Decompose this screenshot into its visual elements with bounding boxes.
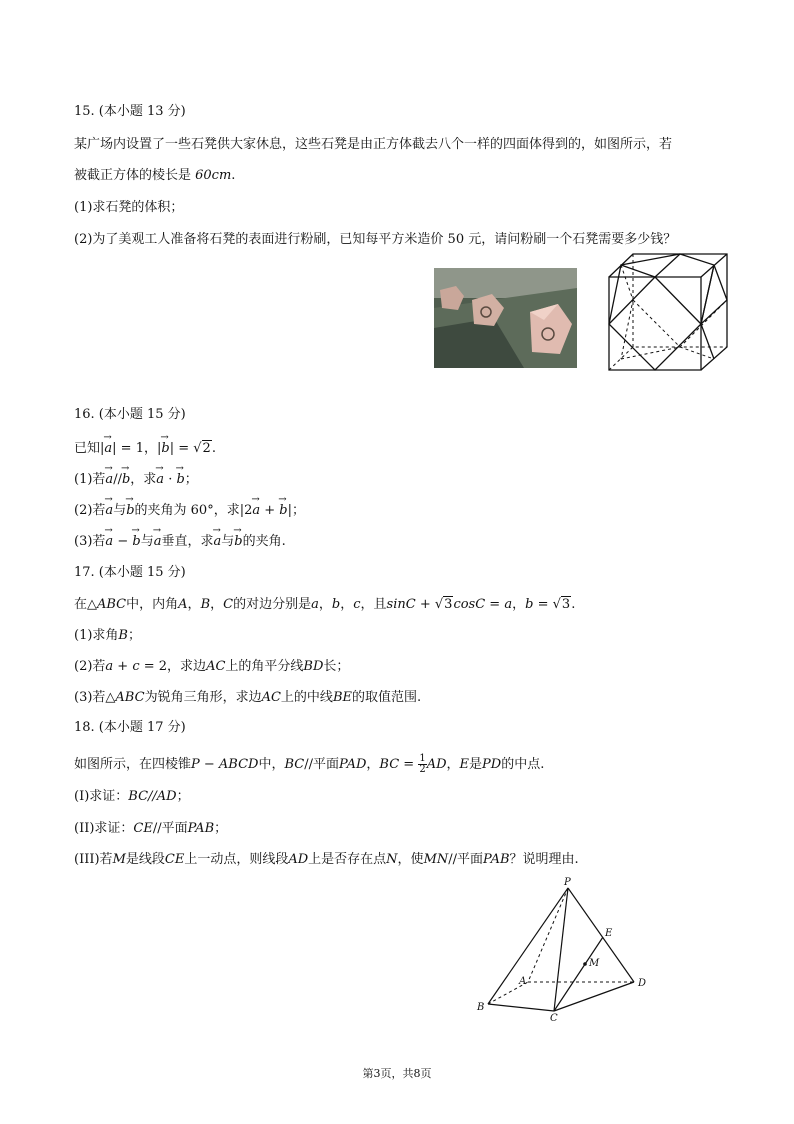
label-P: P [564, 877, 571, 888]
pyramid-diagram [470, 876, 660, 1021]
edge-PD [568, 888, 634, 982]
label-D: D [638, 978, 647, 989]
q17-part3: (3)若△ABC为锐角三角形，求边AC上的中线BE的取值范围. [74, 690, 422, 705]
one-half-fraction: $\frac{1}{2}$ [419, 753, 426, 775]
q15-part1: (1)求石凳的体积； [74, 200, 184, 215]
q16-part2: (2)若→ a与→ b的夹角为 60°，求|2→ a + → b|； [74, 502, 305, 520]
q17-header: 17. (本小题 15 分) [74, 565, 186, 580]
q16-header: 16. (本小题 15 分) [74, 407, 186, 422]
edge-PA [528, 888, 568, 982]
label-C: C [550, 1013, 558, 1021]
q18-stem: 如图所示，在四棱锥P − ABCD中，BC//平面PAD，BC = $\frac{1}{2}$ AD，E是PD的中点. [74, 753, 545, 775]
q18-part3: (III)若M是线段CE上一动点，则线段AD上是否存在点N，使MN//平面PAB？说明理由. [74, 852, 579, 867]
q18-part1: (I)求证：BC//AD； [74, 789, 190, 804]
edge-BC [488, 1004, 554, 1011]
q15-part2: (2)为了美观工人准备将石凳的表面进行粉刷，已知每平方米造价 50 元，请问粉刷一个石凳需要多少钱？ [74, 232, 677, 247]
q18-part2: (II)求证：CE//平面PAB； [74, 821, 228, 836]
q17-part1: (1)求角B； [74, 628, 141, 643]
q16-part3: (3)若→ a − → b与→ a垂直，求→ a与→ b的夹角. [74, 533, 286, 551]
truncated-cube-diagram [605, 252, 731, 374]
q16-given: 已知|→ a| = 1，|→ b| = √2. [74, 440, 216, 458]
q18-header: 18. (本小题 17 分) [74, 720, 186, 735]
edge-PB [488, 888, 568, 1004]
label-B: B [477, 1002, 485, 1013]
label-E: E [605, 928, 613, 939]
stone-stool-photo [434, 268, 577, 368]
edge-CD [554, 982, 634, 1011]
q15-header: 15. (本小题 13 分) [74, 104, 186, 119]
label-A: A [519, 976, 527, 987]
label-M: M [589, 958, 600, 969]
q15-stem-line2: 被截正方体的棱长是 60cm. [74, 168, 236, 183]
point-M [583, 962, 587, 966]
q16-part1: (1)若→ a//→ b，求→ a · → b； [74, 471, 198, 489]
q17-stem: 在△ABC中，内角A，B，C的对边分别是a，b，c，且sinC + √3cosC = a，b = √3. [74, 597, 576, 612]
q15-stem-line1: 某广场内设置了一些石凳供大家休息，这些石凳是由正方体截去八个一样的四面体得到的，如图所示，若 [74, 137, 673, 152]
page-footer: 第3页，共8页 [362, 1067, 432, 1080]
q17-part2: (2)若a + c = 2，求边AC上的角平分线BD长； [74, 659, 350, 674]
